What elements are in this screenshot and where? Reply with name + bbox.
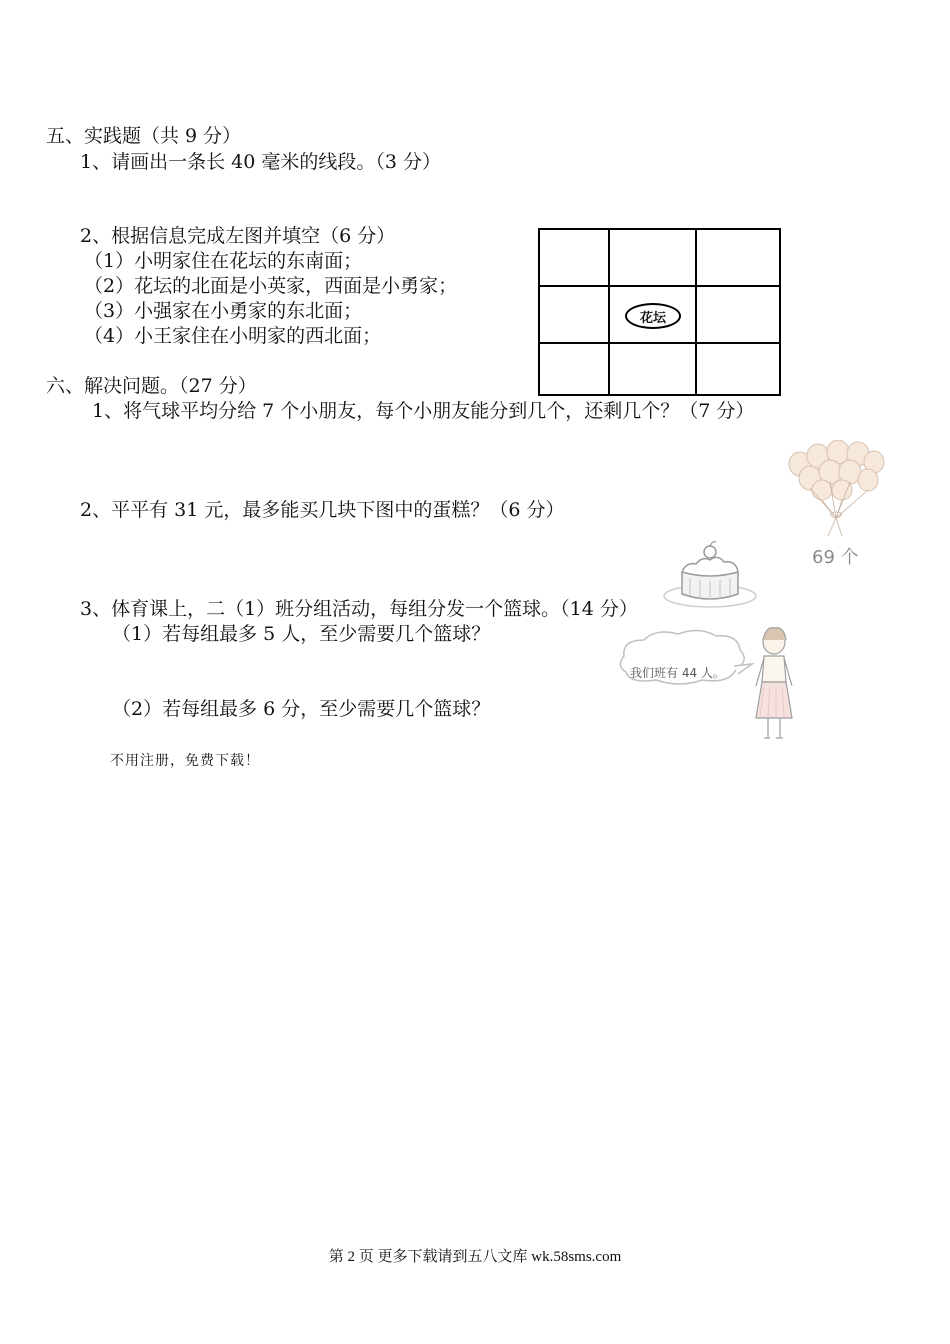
clue-item: （3）小强家在小勇家的东北面； (84, 300, 363, 322)
question-6-1: 1、将气球平均分给 7 个小朋友，每个小朋友能分到几个，还剩几个？（7 分） (92, 400, 755, 422)
grid-line (608, 230, 610, 394)
balloons-illustration (786, 440, 886, 540)
clue-item: （4）小王家住在小明家的西北面； (84, 325, 382, 347)
grid-line (540, 285, 779, 287)
cake-illustration (660, 538, 760, 623)
question-6-2: 2、平平有 31 元，最多能买几块下图中的蛋糕？（6 分） (80, 499, 565, 521)
section-6-title: 六、解决问题。（27 分） (46, 375, 257, 397)
question-5-1: 1、请画出一条长 40 毫米的线段。（3 分） (80, 151, 441, 173)
question-6-3-2: （2）若每组最多 6 分，至少需要几个篮球？ (112, 698, 491, 720)
question-6-3-1: （1）若每组最多 5 人，至少需要几个篮球？ (112, 623, 491, 645)
speech-bubble-text: 我们班有 44 人。 (630, 666, 725, 680)
download-note: 不用注册，免费下载！ (110, 753, 260, 769)
direction-grid (538, 228, 781, 396)
question-5-2: 2、根据信息完成左图并填空（6 分） (80, 225, 396, 247)
clue-item: （1）小明家住在花坛的东南面； (84, 250, 363, 272)
section-5-title: 五、实践题（共 9 分） (46, 125, 242, 147)
grid-line (695, 230, 697, 394)
clue-item: （2）花坛的北面是小英家，西面是小勇家； (84, 275, 458, 297)
balloon-count-label: 69 个 (812, 547, 859, 568)
girl-speech-illustration (616, 622, 796, 746)
grid-line (540, 342, 779, 344)
flowerbed-label: 花坛 (625, 303, 681, 329)
page-footer: 第 2 页 更多下载请到五八文库 wk.58sms.com (328, 1249, 622, 1265)
question-6-3: 3、体育课上，二（1）班分组活动，每组分发一个篮球。（14 分） (80, 598, 638, 620)
